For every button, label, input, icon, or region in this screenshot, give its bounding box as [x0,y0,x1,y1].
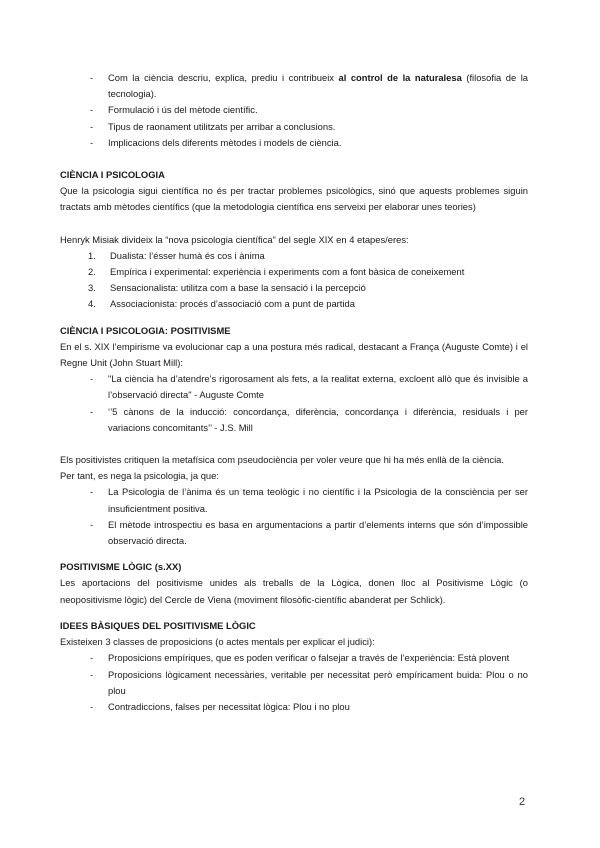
bold-phrase: al control de la naturalesa [338,72,462,83]
stage-item: 4. Associacionista: procés d’associació com a punt de partida [88,298,355,310]
reason-bullet-item: - El mètode introspectiu es basa en argumentacions a partir d’elements interns que són d’impossible observació directa. [60,517,528,549]
section-heading-ciencia-psicologia: CIÈNCIA I PSICOLOGIA [60,169,165,181]
paragraph: Per tant, es nega la psicologia, ja que: [60,470,219,482]
intro-bullet-item: - Formulació i ús del mètode científic. [60,102,528,118]
stage-item: 3. Sensacionalista: utilitza com a base la sensació i la percepció [88,282,366,294]
paragraph: Henryk Misiak divideix la “nova psicologia científica” del segle XIX en 4 etapes/eres: [60,233,409,245]
intro-bullet-item: - Tipus de raonament utilitzats per arribar a conclusions. [60,119,528,135]
reason-bullet-item: - La Psicologia de l’ànima és un tema teològic i no científic i la Psicologia de la consciència per ser insuficientment positiva. [60,484,528,516]
stage-item: 2. Empírica i experimental: experiència i experiments com a font bàsica de coneixement [88,266,465,278]
paragraph: En el s. XIX l’empirisme va evolucionar cap a una postura més radical, destacant a França (Auguste Comte) i el Regne Unit (John Stuart Mill): [60,340,528,369]
paragraph: Els positivistes critiquen la metafísica com pseudociència per voler veure que hi ha més enllà de la ciència. [60,454,504,466]
paragraph: Les aportacions del positivisme unides als treballs de la Lògica, donen lloc al Positivisme Lògic (o neopositivisme lògic) del Cercle de Viena (moviment filosòfic-científic abanderat per Schlick). [60,577,528,605]
page-number: 2 [519,796,526,808]
proposition-bullet-item: - Contradiccions, falses per necessitat lògica: Plou i no plou [60,699,528,715]
propositions-bullet-list [60,650,528,715]
stage-item: 1. Dualista: l’ésser humà és cos i ànima [88,249,265,261]
stages-list [60,248,528,313]
section-heading-idees-basiques: IDEES BÀSIQUES DEL POSITIVISME LÒGIC [60,619,256,631]
intro-bullet-item: - Implicacions dels diferents mètodes i models de ciència. [60,135,528,151]
document-page [60,70,528,715]
intro-bullet-item: - Com la ciència descriu, explica, prediu i contribueix al control de la naturalesa (filosofia de la tecnologia). [60,70,528,102]
section-heading-positivisme: CIÈNCIA I PSICOLOGIA: POSITIVISME [60,324,231,336]
quote-bullet-list [60,371,528,436]
proposition-bullet-item: - Proposicions empíriques, que es poden verificar o falsejar a través de l’experiència: Està plovent [60,650,528,666]
quote-bullet-item: - ‘’5 cànons de la inducció: concordança, diferència, concordança i diferència, residuals i per variacions concomitants’’ - J.S. Mill [60,404,528,436]
proposition-bullet-item: - Proposicions lògicament necessàries, veritable per necessitat però empíricament buida: Plou o no plou [60,667,528,699]
intro-bullet-list [60,70,528,151]
paragraph: Existeixen 3 classes de proposicions (o actes mentals per explicar el judici): [60,636,375,648]
quote-bullet-item: - "La ciència ha d’atendre’s rigorosament als fets, a la realitat externa, excloent allò que és invisible a l’observació directa" - Auguste Comte [60,371,528,403]
paragraph: Que la psicologia sigui científica no és per tractar problemes psicològics, sinó que aquests problemes siguin tractats amb mètodes científics (que la metodologia científica ens serveixi per elaborar unes teories) [60,185,528,213]
section-heading-positivisme-logic: POSITIVISME LÒGIC (s.XX) [60,561,182,573]
reasons-bullet-list [60,484,528,549]
